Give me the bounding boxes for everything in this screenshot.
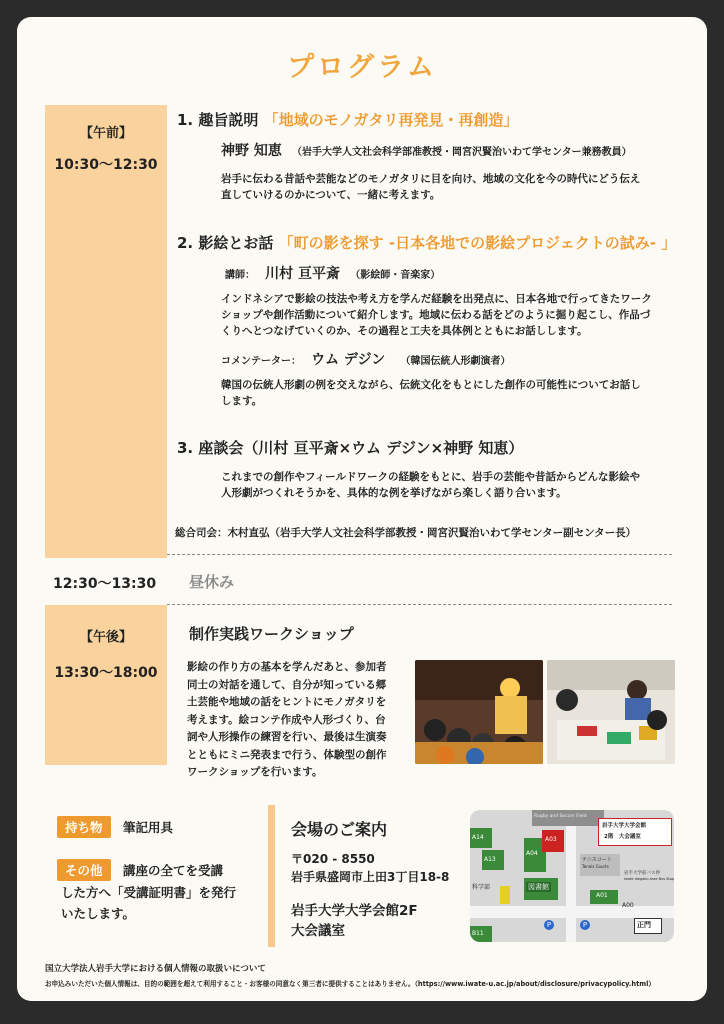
map-label-field: Rugby and Soccer Field — [534, 814, 587, 819]
afternoon-line: 土芸能や地域の話をヒントにモノガタリを — [187, 696, 387, 708]
parking-icon: P — [580, 920, 590, 930]
map-label-bus-en: Iwate daigaku-mae Bus Stop — [624, 877, 674, 881]
footer-title: 国立大学法人岩手大学における個人情報の取扱いについて — [45, 964, 266, 974]
map-label-tennis-en: Tennis Courts — [582, 864, 609, 869]
map-label-tennis: テニスコート — [582, 857, 612, 863]
afternoon-line: 影絵の作り方の基本を学んだあと、参加者 — [187, 661, 387, 673]
divider-2 — [167, 604, 672, 605]
workshop-photo-1 — [415, 660, 543, 764]
lunch-label: 昼休み — [189, 573, 235, 591]
item2-desc2: ショップや創作活動について紹介します。地域に伝わる話をどのように掘り起こし、作品づ — [221, 309, 651, 321]
other-line3: いたします。 — [61, 906, 136, 921]
item1-speaker: 神野 知恵 — [221, 143, 282, 159]
commentator-row — [221, 349, 511, 369]
map-road — [566, 810, 576, 942]
morning-time: 10:30～12:30 — [54, 157, 158, 173]
bring-badge: 持ち物 — [57, 816, 111, 838]
afternoon-line: 詞や人形操作の練習を行い、最後は生演奏 — [187, 731, 387, 743]
item1-desc1: 岩手に伝わる昔話や芸能などのモノガタリに目を向け、地域の文化を今の時代にどう伝え — [221, 173, 641, 185]
venue-hall1: 岩手大学大学会館2F — [291, 903, 418, 919]
map-label-gate: 正門 — [637, 921, 651, 929]
bring-text: 筆記用具 — [123, 820, 174, 835]
map-label-science: 科学部 — [472, 884, 491, 891]
commentator-desc1: 韓国の伝統人形劇の例を交えながら、伝統文化をもとにした創作の可能性についてお話し — [221, 379, 641, 391]
commentator-desc2: します。 — [221, 395, 263, 407]
afternoon-time: 13:30～18:00 — [54, 665, 158, 681]
commentator-role: コメンテーター： — [221, 356, 301, 367]
flyer-page — [17, 17, 707, 1001]
afternoon-line: ワークショップを行います。 — [187, 766, 323, 778]
venue-zip: 〒020 - 8550 — [291, 852, 375, 866]
item3-desc1: これまでの創作やフィールドワークの経験をもとに、岩手の芸能や昔話からどんな影絵や — [221, 471, 640, 483]
campus-map — [470, 810, 674, 942]
item2-desc — [221, 291, 652, 339]
item3-head: 座談会（川村 亘平斎×ウム デジン×神野 知恵） — [198, 439, 524, 457]
workshop-photo-2 — [547, 660, 675, 764]
map-label-a04: A04 — [526, 850, 538, 857]
moderator: 総合司会：木村直弘（岩手大学人文社会科学部教授・岡宮沢賢治いわて学センター副センター長） — [175, 527, 637, 539]
item2-desc1: インドネシアで影絵の技法や考え方を学んだ経験を出発点に、日本各地で行ってきたワーク — [221, 293, 652, 305]
item2-speaker-row — [225, 263, 440, 283]
item2-speaker: 川村 亘平斎 — [265, 266, 341, 282]
venue-address: 岩手県盛岡市上田3丁目18-8 — [291, 870, 450, 884]
item1-aff: （岩手大学人文社会科学部准教授・岡宮沢賢治いわて学センター兼務教員） — [292, 147, 632, 158]
item1-sub: 「地域のモノガタリ再発見・再創造」 — [263, 111, 519, 129]
commentator-desc — [221, 377, 641, 409]
footer-note: お申込みいただいた個人情報は、目的の範囲を超えて利用すること・お客様の同意なく第三者に提供することはありません。（https://www.iwate-u.ac.jp/about/disclosure/privacypolicy.html） — [45, 980, 655, 988]
map-label-a14: A14 — [472, 834, 484, 841]
commentator-aff: （韓国伝統人形劇演者） — [400, 356, 511, 367]
afternoon-line: 考えます。絵コンテ作成や人形づくり、台 — [187, 713, 386, 726]
item1-speaker-row — [221, 140, 632, 160]
afternoon-label: 【午後】 — [79, 630, 132, 645]
item1-num: 1. — [177, 111, 194, 129]
map-legend-2: 2階 大会議室 — [604, 834, 641, 840]
item3 — [177, 437, 523, 458]
item2-num: 2. — [177, 234, 194, 252]
map-label-a03: A03 — [545, 836, 557, 843]
item3-desc2: 人形劇がつくれそうかを、具体的な例を挙げながら楽しく語り合います。 — [221, 487, 567, 499]
item2-aff: （影絵師・音楽家） — [350, 270, 441, 281]
map-label-a13: A13 — [484, 856, 496, 863]
map-label-bus: 岩手大学前バス停 — [624, 871, 660, 876]
map-label-library: 図書館 — [528, 883, 549, 891]
page-title: プログラム — [287, 52, 437, 83]
workshop-photo-1-image — [415, 660, 543, 764]
parking-icon: P — [544, 920, 554, 930]
item1 — [177, 109, 518, 130]
map-label-a01: A01 — [596, 892, 608, 899]
item2-head: 影絵とお話 — [198, 234, 274, 252]
afternoon-line: とともにミニ発表まで行う、体験型の創作 — [187, 748, 387, 761]
item3-desc — [221, 469, 640, 501]
other-line2: した方へ「受講証明書」を発行 — [61, 885, 237, 900]
morning-label: 【午前】 — [79, 126, 132, 141]
commentator-name: ウム デジン — [311, 352, 386, 368]
map-building-yellow — [500, 886, 510, 904]
map-label-a00: A00 — [622, 902, 634, 909]
item3-num: 3. — [177, 439, 194, 457]
other-line1: 講座の全てを受講 — [123, 863, 224, 878]
afternoon-head: 制作実践ワークショップ — [189, 625, 354, 643]
workshop-photo-2-image — [547, 660, 675, 764]
lunch-time: 12:30～13:30 — [53, 576, 157, 592]
item2-desc3: くりへとつなげていくのか、その過程と工夫を具体例とともにお話しします。 — [221, 325, 588, 337]
afternoon-line: 同士の対話を通して、自分が知っている郷 — [187, 678, 387, 691]
item2-role: 講師： — [225, 270, 255, 281]
venue-hall2: 大会議室 — [291, 923, 345, 939]
venue-head: 会場のご案内 — [291, 820, 388, 839]
map-legend-1: 岩手大学大学会館 — [602, 823, 647, 829]
item1-desc — [221, 171, 640, 203]
item1-head: 趣旨説明 — [198, 111, 259, 129]
divider-1 — [167, 554, 672, 555]
item2-sub: 「町の影を探す -日本各地での影絵プロジェクトの試み- 」 — [278, 234, 677, 252]
afternoon-desc — [187, 659, 387, 782]
venue-divider — [268, 805, 275, 947]
map-label-b11: B11 — [472, 930, 484, 937]
item1-desc2: 直していけるのかについて、一緒に考えます。 — [221, 189, 441, 201]
other-badge: その他 — [57, 859, 111, 881]
item2 — [177, 232, 676, 253]
